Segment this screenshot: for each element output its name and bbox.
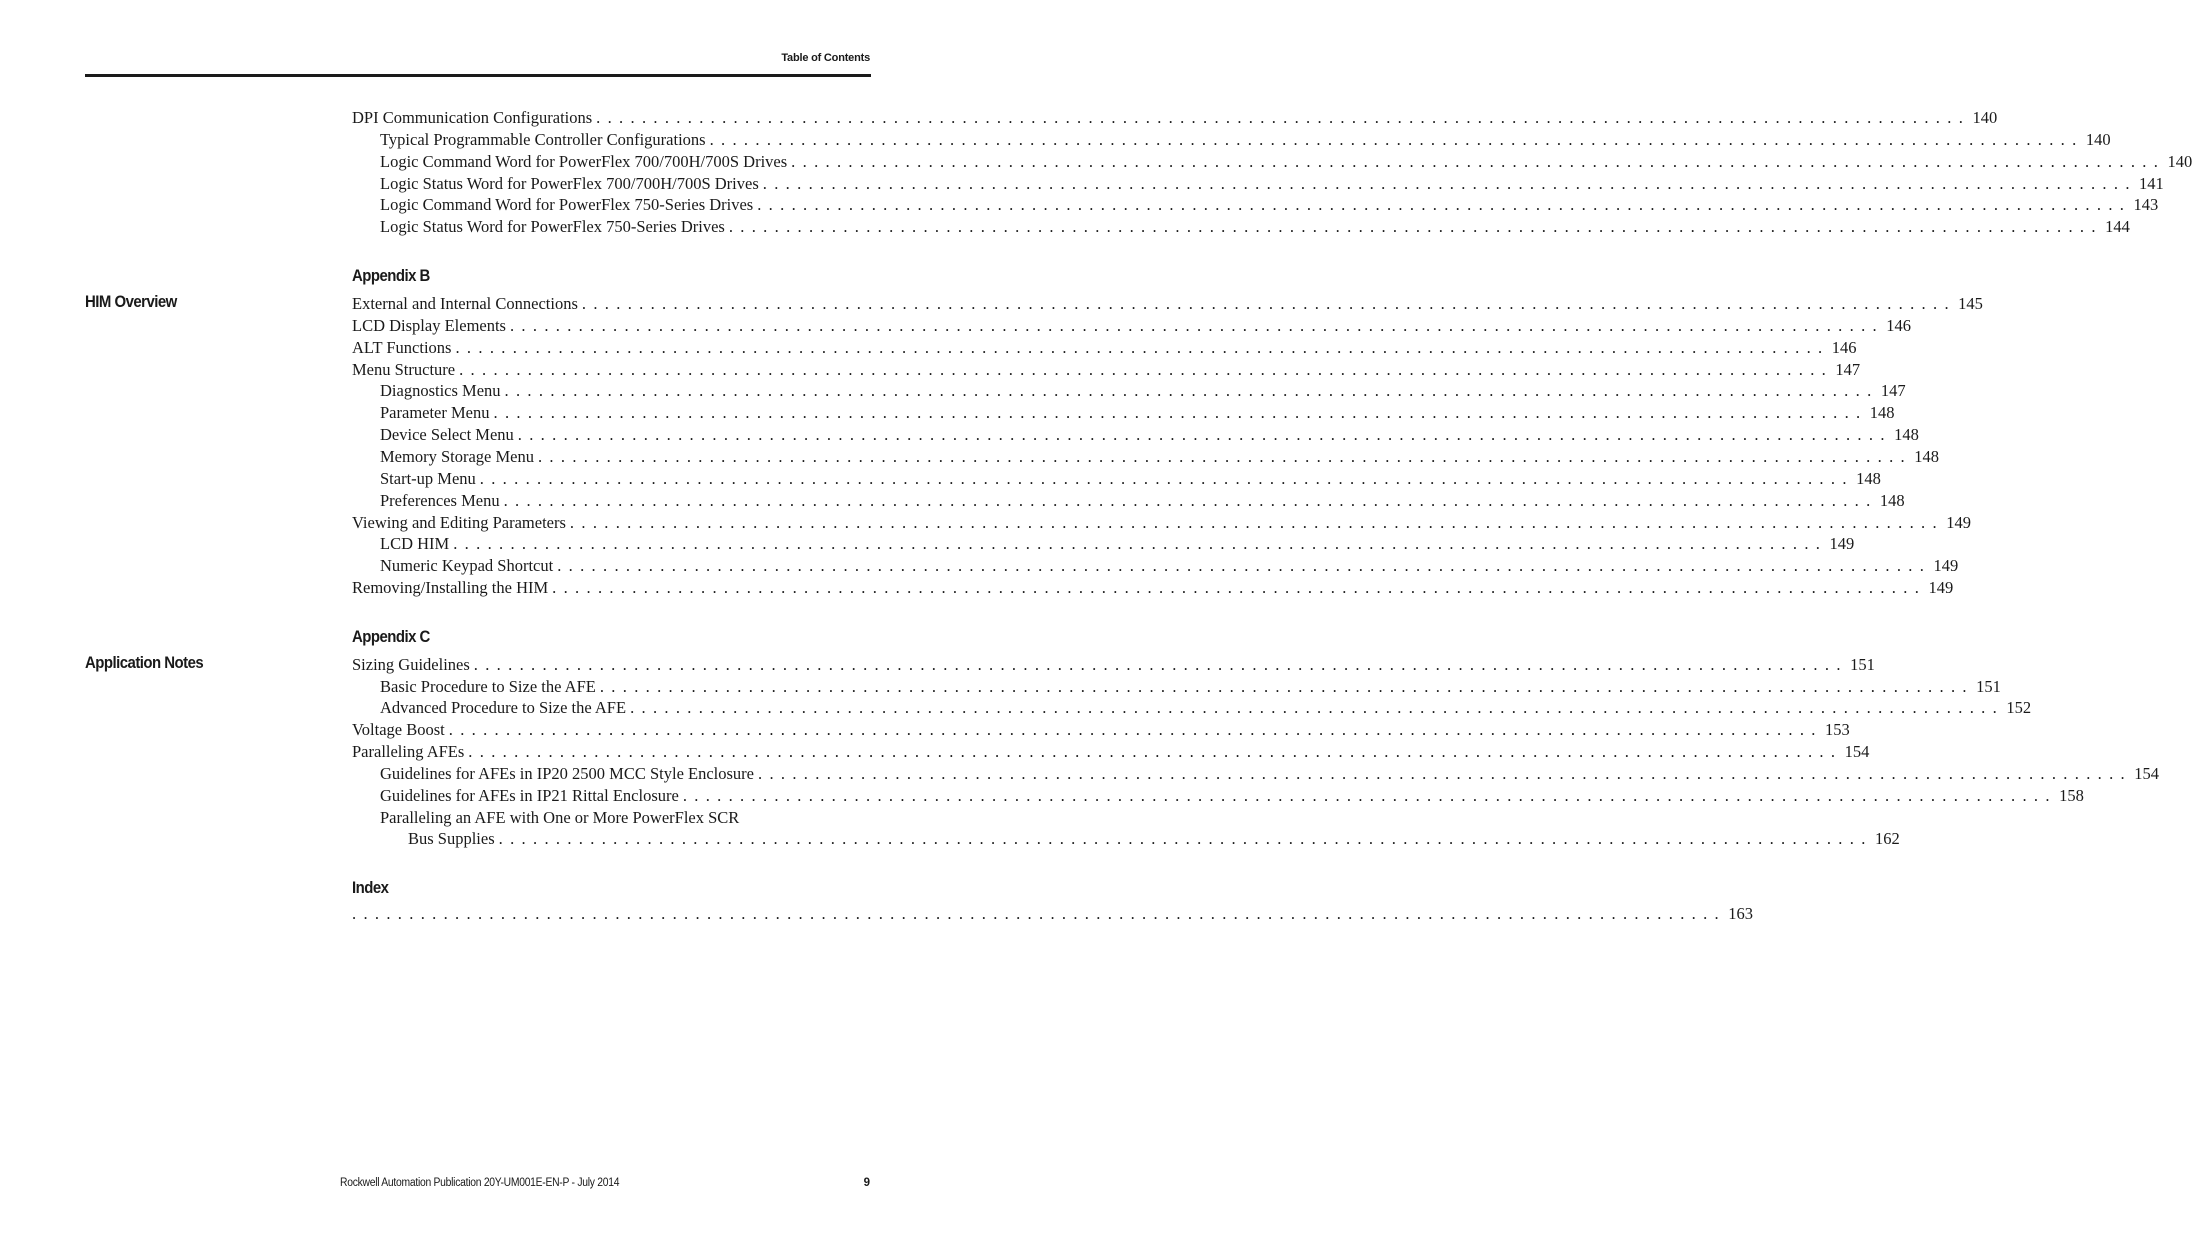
toc-entry[interactable] — [352, 577, 1954, 599]
toc-leader: . . . . . . . . . . . . . . . . . . . . . . . . . . . . . . . . . . . . . . . . . . . . . . . . . . . . . . . . . . . . . . . . . . . . . . . . . . . . . . . . . . . . . . . . . . . . . . . . . . . . . . . . . . . . . . . . . . . . . . . . — [455, 338, 1824, 357]
toc-entry-title: Memory Storage Menu — [380, 447, 534, 466]
toc-leader: . . . . . . . . . . . . . . . . . . . . . . . . . . . . . . . . . . . . . . . . . . . . . . . . . . . . . . . . . . . . . . . . . . . . . . . . . . . . . . . . . . . . . . . . . . . . . . . . . . . . . . . . . . . . . . . . . . . . . . . . — [468, 742, 1837, 761]
toc-entry-title: External and Internal Connections — [352, 294, 578, 313]
toc-entry[interactable] — [380, 697, 2032, 719]
toc-entry-page: 147 — [1835, 360, 1861, 379]
toc-entry-title: Guidelines for AFEs in IP20 2500 MCC Style Enclosure — [380, 764, 754, 783]
chapter-side-title: Application Notes — [85, 653, 204, 672]
toc-entry-title: Basic Procedure to Size the AFE — [380, 677, 596, 696]
chapter-side-title: HIM Overview — [85, 292, 177, 311]
toc-entry[interactable] — [380, 424, 1919, 446]
toc-entry-title: Guidelines for AFEs in IP21 Rittal Enclosure — [380, 786, 679, 805]
index-heading: Index — [352, 878, 389, 897]
toc-entry[interactable] — [380, 216, 2130, 238]
toc-leader: . . . . . . . . . . . . . . . . . . . . . . . . . . . . . . . . . . . . . . . . . . . . . . . . . . . . . . . . . . . . . . . . . . . . . . . . . . . . . . . . . . . . . . . . . . . . . . . . . . . . . . . . . . . . . . . . . . . . . . . . — [599, 677, 1969, 696]
toc-entry[interactable] — [380, 533, 1855, 555]
toc-entry-page: 146 — [1831, 338, 1857, 357]
toc-leader: . . . . . . . . . . . . . . . . . . . . . . . . . . . . . . . . . . . . . . . . . . . . . . . . . . . . . . . . . . . . . . . . . . . . . . . . . . . . . . . . . . . . . . . . . . . . . . . . . . . . . . . . . . . . . . . . . . . . . . . . — [509, 316, 1879, 335]
toc-entry[interactable] — [380, 380, 1906, 402]
toc-leader: . . . . . . . . . . . . . . . . . . . . . . . . . . . . . . . . . . . . . . . . . . . . . . . . . . . . . . . . . . . . . . . . . . . . . . . . . . . . . . . . . . . . . . . . . . . . . . . . . . . . . . . . . . . . . . . . . . . . . . . . — [498, 829, 1867, 848]
toc-leader: . . . . . . . . . . . . . . . . . . . . . . . . . . . . . . . . . . . . . . . . . . . . . . . . . . . . . . . . . . . . . . . . . . . . . . . . . . . . . . . . . . . . . . . . . . . . . . . . . . . . . . . . . . . . . . . . . . . . . . . . — [448, 720, 1818, 739]
toc-entry-title: Numeric Keypad Shortcut — [380, 556, 554, 575]
toc-leader: . . . . . . . . . . . . . . . . . . . . . . . . . . . . . . . . . . . . . . . . . . . . . . . . . . . . . . . . . . . . . . . . . . . . . . . . . . . . . . . . . . . . . . . . . . . . . . . . . . . . . . . . . . . . . . . . . . . . . . . . — [757, 195, 2126, 214]
toc-entry-page: 148 — [1879, 491, 1905, 510]
toc-leader: . . . . . . . . . . . . . . . . . . . . . . . . . . . . . . . . . . . . . . . . . . . . . . . . . . . . . . . . . . . . . . . . . . . . . . . . . . . . . . . . . . . . . . . . . . . . . . . . . . . . . . . . . . . . . . . . . . . . . . . . — [758, 764, 2127, 783]
toc-entry-page: 154 — [2134, 764, 2160, 783]
toc-entry[interactable] — [352, 337, 1857, 359]
toc-entry-title: Viewing and Editing Parameters — [352, 513, 566, 532]
toc-leader: . . . . . . . . . . . . . . . . . . . . . . . . . . . . . . . . . . . . . . . . . . . . . . . . . . . . . . . . . . . . . . . . . . . . . . . . . . . . . . . . . . . . . . . . . . . . . . . . . . . . . . . . . . . . . . . . . . . . . . . . — [517, 425, 1887, 444]
toc-entry[interactable] — [352, 107, 1998, 129]
header-rule — [85, 74, 871, 77]
toc-entry-page: 149 — [1829, 534, 1855, 553]
toc-entry[interactable] — [352, 903, 1754, 925]
toc-leader: . . . . . . . . . . . . . . . . . . . . . . . . . . . . . . . . . . . . . . . . . . . . . . . . . . . . . . . . . . . . . . . . . . . . . . . . . . . . . . . . . . . . . . . . . . . . . . . . . . . . . . . . . . . . . . . . . . . . . . . . — [557, 556, 1926, 575]
toc-entry-page: 149 — [1933, 556, 1959, 575]
toc-entry-page: 140 — [1972, 108, 1998, 127]
toc-entry-page: 154 — [1844, 742, 1870, 761]
toc-entry-page: 151 — [1850, 655, 1875, 674]
toc-entry-title: LCD HIM — [380, 534, 450, 553]
toc-entry[interactable] — [352, 315, 1912, 337]
toc-entry-page: 148 — [1914, 447, 1940, 466]
toc-leader: . . . . . . . . . . . . . . . . . . . . . . . . . . . . . . . . . . . . . . . . . . . . . . . . . . . . . . . . . . . . . . . . . . . . . . . . . . . . . . . . . . . . . . . . . . . . . . . . . . . . . . . . . . . . . . . . . . . . . . . . — [791, 152, 2160, 171]
toc-entry-page: 151 — [1976, 677, 2001, 696]
toc-entry-title: Logic Command Word for PowerFlex 700/700H/700S Drives — [380, 152, 788, 171]
running-head-title: Table of Contents — [781, 52, 870, 64]
toc-entry-title: Preferences Menu — [380, 491, 500, 510]
toc-entry[interactable] — [380, 173, 2164, 195]
toc-entry[interactable] — [380, 151, 2192, 173]
toc-entry-page: 162 — [1874, 829, 1900, 848]
toc-entry[interactable] — [352, 293, 1983, 315]
toc-entry-title: Sizing Guidelines — [352, 655, 470, 674]
toc-entry-page: 149 — [1946, 513, 1971, 532]
toc-leader: . . . . . . . . . . . . . . . . . . . . . . . . . . . . . . . . . . . . . . . . . . . . . . . . . . . . . . . . . . . . . . . . . . . . . . . . . . . . . . . . . . . . . . . . . . . . . . . . . . . . . . . . . . . . . . . . . . . . . . . . — [493, 403, 1862, 422]
toc-entry-title: Logic Status Word for PowerFlex 700/700H/700S Drives — [380, 174, 759, 193]
toc-entry[interactable] — [380, 676, 2001, 698]
toc-leader: . . . . . . . . . . . . . . . . . . . . . . . . . . . . . . . . . . . . . . . . . . . . . . . . . . . . . . . . . . . . . . . . . . . . . . . . . . . . . . . . . . . . . . . . . . . . . . . . . . . . . . . . . . . . . . . . . . . . . . . . — [762, 174, 2132, 193]
toc-entry[interactable] — [380, 763, 2160, 785]
toc-entry-page: 145 — [1958, 294, 1983, 313]
toc-entry-page: 140 — [2085, 130, 2111, 149]
toc-entry[interactable] — [352, 359, 1861, 381]
toc-entry[interactable] — [380, 194, 2159, 216]
toc-entry[interactable] — [380, 468, 1881, 490]
toc-entry[interactable] — [380, 785, 2084, 807]
toc-leader: . . . . . . . . . . . . . . . . . . . . . . . . . . . . . . . . . . . . . . . . . . . . . . . . . . . . . . . . . . . . . . . . . . . . . . . . . . . . . . . . . . . . . . . . . . . . . . . . . . . . . . . . . . . . . . . . . . . . . . . . — [453, 534, 1822, 553]
toc-entry[interactable] — [352, 654, 1875, 676]
toc-entry[interactable] — [380, 807, 899, 829]
toc-entry-title: Logic Command Word for PowerFlex 750-Series Drives — [380, 195, 754, 214]
toc-entry-page: 163 — [1728, 904, 1754, 923]
toc-entry[interactable] — [380, 490, 1905, 512]
toc-entry-page: 147 — [1880, 381, 1906, 400]
toc-entry-title: Paralleling an AFE with One or More PowerFlex SCR — [380, 808, 740, 827]
toc-entry-title: ALT Functions — [352, 338, 452, 357]
footer-publication: Rockwell Automation Publication 20Y-UM001E-EN-P - July 2014 — [340, 1177, 620, 1189]
toc-entry-title: Bus Supplies — [408, 829, 495, 848]
toc-entry-title: Typical Programmable Controller Configurations — [380, 130, 706, 149]
toc-leader: . . . . . . . . . . . . . . . . . . . . . . . . . . . . . . . . . . . . . . . . . . . . . . . . . . . . . . . . . . . . . . . . . . . . . . . . . . . . . . . . . . . . . . . . . . . . . . . . . . . . . . . . . . . . . . . . . . . . . . . . — [569, 513, 1939, 532]
toc-entry[interactable] — [380, 402, 1895, 424]
toc-entry-page: 146 — [1886, 316, 1912, 335]
toc-entry[interactable] — [380, 446, 1940, 468]
toc-entry-title: Device Select Menu — [380, 425, 514, 444]
toc-leader: . . . . . . . . . . . . . . . . . . . . . . . . . . . . . . . . . . . . . . . . . . . . . . . . . . . . . . . . . . . . . . . . . . . . . . . . . . . . . . . . . . . . . . . . . . . . . . . . . . . . . . . . . . . . . . . . . . . . . . . . — [581, 294, 1951, 313]
toc-entry-title: Diagnostics Menu — [380, 381, 501, 400]
toc-entry-page: 144 — [2105, 217, 2130, 236]
toc-entry-page: 153 — [1825, 720, 1850, 739]
toc-entry-title: Parameter Menu — [380, 403, 490, 422]
toc-entry-page: 148 — [1856, 469, 1881, 488]
toc-entry[interactable] — [408, 828, 1900, 850]
toc-leader: . . . . . . . . . . . . . . . . . . . . . . . . . . . . . . . . . . . . . . . . . . . . . . . . . . . . . . . . . . . . . . . . . . . . . . . . . . . . . . . . . . . . . . . . . . . . . . . . . . . . . . . . . . . . . . . . . . . . . . . . — [352, 904, 1721, 923]
toc-entry-page: 141 — [2139, 174, 2164, 193]
appendix-heading: Appendix B — [352, 266, 430, 285]
toc-entry-page: 158 — [2059, 786, 2084, 805]
toc-entry-page: 143 — [2133, 195, 2159, 214]
toc-entry-title: DPI Communication Configurations — [352, 108, 593, 127]
toc-leader: . . . . . . . . . . . . . . . . . . . . . . . . . . . . . . . . . . . . . . . . . . . . . . . . . . . . . . . . . . . . . . . . . . . . . . . . . . . . . . . . . . . . . . . . . . . . . . . . . . . . . . . . . . . . . . . . . . . . . . . . — [459, 360, 1828, 379]
toc-entry-title: Paralleling AFEs — [352, 742, 465, 761]
toc-leader: . . . . . . . . . . . . . . . . . . . . . . . . . . . . . . . . . . . . . . . . . . . . . . . . . . . . . . . . . . . . . . . . . . . . . . . . . . . . . . . . . . . . . . . . . . . . . . . . . . . . . . . . . . . . . . . . . . . . . . . . — [709, 130, 2078, 149]
toc-entry-title: LCD Display Elements — [352, 316, 506, 335]
toc-entry[interactable] — [352, 512, 1971, 534]
toc-entry-title: Advanced Procedure to Size the AFE — [380, 698, 627, 717]
toc-leader: . . . . . . . . . . . . . . . . . . . . . . . . . . . . . . . . . . . . . . . . . . . . . . . . . . . . . . . . . . . . . . . . . . . . . . . . . . . . . . . . . . . . . . . . . . . . . . . . . . . . . . . . . . . . . . . . . . . . . . . . — [552, 578, 1921, 597]
toc-leader: . . . . . . . . . . . . . . . . . . . . . . . . . . . . . . . . . . . . . . . . . . . . . . . . . . . . . . . . . . . . . . . . . . . . . . . . . . . . . . . . . . . . . . . . . . . . . . . . . . . . . . . . . . . . . . . . . . . . . . . . — [596, 108, 1965, 127]
toc-leader: . . . . . . . . . . . . . . . . . . . . . . . . . . . . . . . . . . . . . . . . . . . . . . . . . . . . . . . . . . . . . . . . . . . . . . . . . . . . . . . . . . . . . . . . . . . . . . . . . . . . . . . . . . . . . . . . . . . . . . . . — [504, 381, 1873, 400]
toc-leader: . . . . . . . . . . . . . . . . . . . . . . . . . . . . . . . . . . . . . . . . . . . . . . . . . . . . . . . . . . . . . . . . . . . . . . . . . . . . . . . . . . . . . . . . . . . . . . . . . . . . . . . . . . . . . . . . . . . . . . . . — [728, 217, 2098, 236]
toc-leader: . . . . . . . . . . . . . . . . . . . . . . . . . . . . . . . . . . . . . . . . . . . . . . . . . . . . . . . . . . . . . . . . . . . . . . . . . . . . . . . . . . . . . . . . . . . . . . . . . . . . . . . . . . . . . . . . . . . . . . . . — [630, 698, 1999, 717]
toc-entry-title: Removing/Installing the HIM — [352, 578, 549, 597]
toc-entry[interactable] — [380, 129, 2111, 151]
toc-entry-title: Start-up Menu — [380, 469, 476, 488]
toc-entry-title: Voltage Boost — [352, 720, 445, 739]
toc-entry-page: 148 — [1869, 403, 1895, 422]
toc-entry[interactable] — [380, 555, 1959, 577]
toc-leader: . . . . . . . . . . . . . . . . . . . . . . . . . . . . . . . . . . . . . . . . . . . . . . . . . . . . . . . . . . . . . . . . . . . . . . . . . . . . . . . . . . . . . . . . . . . . . . . . . . . . . . . . . . . . . . . . . . . . . . . . — [537, 447, 1907, 466]
appendix-heading: Appendix C — [352, 627, 430, 646]
toc-leader: . . . . . . . . . . . . . . . . . . . . . . . . . . . . . . . . . . . . . . . . . . . . . . . . . . . . . . . . . . . . . . . . . . . . . . . . . . . . . . . . . . . . . . . . . . . . . . . . . . . . . . . . . . . . . . . . . . . . . . . . — [682, 786, 2052, 805]
page-number: 9 — [863, 1177, 870, 1189]
toc-entry[interactable] — [352, 719, 1850, 741]
toc-entry-page: 149 — [1928, 578, 1954, 597]
toc-leader: . . . . . . . . . . . . . . . . . . . . . . . . . . . . . . . . . . . . . . . . . . . . . . . . . . . . . . . . . . . . . . . . . . . . . . . . . . . . . . . . . . . . . . . . . . . . . . . . . . . . . . . . . . . . . . . . . . . . . . . . — [503, 491, 1872, 510]
toc-entry-title: Logic Status Word for PowerFlex 750-Series Drives — [380, 217, 725, 236]
toc-leader: . . . . . . . . . . . . . . . . . . . . . . . . . . . . . . . . . . . . . . . . . . . . . . . . . . . . . . . . . . . . . . . . . . . . . . . . . . . . . . . . . . . . . . . . . . . . . . . . . . . . . . . . . . . . . . . . . . . . . . . . — [479, 469, 1849, 488]
toc-entry-title: Menu Structure — [352, 360, 456, 379]
toc-leader: . . . . . . . . . . . . . . . . . . . . . . . . . . . . . . . . . . . . . . . . . . . . . . . . . . . . . . . . . . . . . . . . . . . . . . . . . . . . . . . . . . . . . . . . . . . . . . . . . . . . . . . . . . . . . . . . . . . . . . . . — [473, 655, 1843, 674]
toc-entry-page: 152 — [2006, 698, 2032, 717]
toc-entry-page: 148 — [1894, 425, 1919, 444]
toc-entry[interactable] — [352, 741, 1870, 763]
toc-entry-page: 140 — [2167, 152, 2192, 171]
